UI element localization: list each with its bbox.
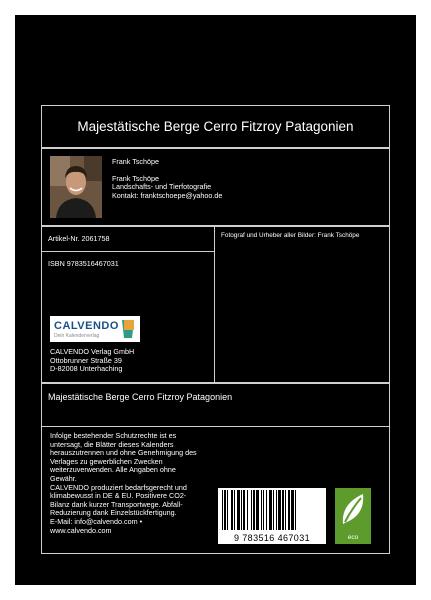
legal-line: Gewähr. <box>50 473 77 483</box>
barcode-bar <box>276 490 277 530</box>
legal-line: untersagt, die Blätter dieses Kalenders <box>50 439 174 449</box>
barcode-bar <box>273 490 274 530</box>
barcode-bar <box>266 490 267 530</box>
title-box <box>41 105 390 148</box>
isbn: ISBN 9783516467031 <box>48 259 119 268</box>
logo-wordmark: CALVENDO <box>54 320 119 332</box>
barcode-bar <box>227 490 228 530</box>
eco-badge <box>335 488 371 544</box>
calvendo-logo <box>50 316 140 342</box>
author-portrait-image <box>50 156 102 218</box>
barcode-bar <box>231 490 233 530</box>
barcode-bar <box>263 490 264 530</box>
legal-line: Reduzierung dank Einzelstückfertigung. <box>50 508 177 518</box>
author-photo <box>50 156 102 218</box>
barcode-bar <box>295 490 296 530</box>
author-name: Frank Tschöpe <box>112 157 160 166</box>
barcode-bar <box>237 490 240 530</box>
isbn-barcode <box>218 488 326 544</box>
author-name-repeat: Frank Tschöpe <box>112 173 160 183</box>
barcode-bar <box>253 490 255 530</box>
legal-line: www.calvendo.com <box>50 525 112 535</box>
address-line: CALVENDO Verlag GmbH <box>50 347 135 356</box>
barcode-bar <box>256 490 259 530</box>
calendar-title: Majestätische Berge Cerro Fitzroy Patagonien <box>77 119 354 134</box>
barcode-bar <box>285 490 286 530</box>
calvendo-flag-icon <box>120 318 136 340</box>
subtitle: Majestätische Berge Cerro Fitzroy Patagonien <box>48 392 233 402</box>
legal-line: weiterzuverwenden. Alle Angaben ohne <box>50 465 176 475</box>
barcode-bars <box>218 490 326 534</box>
barcode-bar <box>269 490 272 530</box>
logo-tagline: Dein Kalenderverlag <box>54 333 100 339</box>
barcode-bar <box>247 490 248 530</box>
legal-line: Bilanz dank kurzer Transportwege. Abfall- <box>50 499 183 509</box>
barcode-bar <box>241 490 242 530</box>
legal-line: Infolge bestehender Schutzrechte ist es <box>50 431 177 440</box>
barcode-bar <box>278 490 281 530</box>
barcode-bar <box>234 490 235 530</box>
barcode-bar <box>288 490 290 530</box>
legal-line: herauszutrennen und ohne Genehmigung des <box>50 448 197 458</box>
article-number: Artikel-Nr. 2061758 <box>48 234 110 243</box>
barcode-digits: 9 783516 467031 <box>233 533 311 543</box>
credits-box <box>214 226 390 383</box>
photo-credits: Fotograf und Urheber aller Bilder: Frank Tschöpe <box>221 232 360 239</box>
legal-line: klimabewusst in DE & EU. Positivere CO2- <box>50 491 187 501</box>
author-contact: Kontakt: franktschoepe@yahoo.de <box>112 190 223 200</box>
leaf-icon <box>335 488 371 530</box>
barcode-bar <box>243 490 245 530</box>
barcode-bar <box>261 490 262 530</box>
publisher-address <box>50 348 134 374</box>
subtitle-box <box>41 383 390 427</box>
author-role: Landschafts- und Tierfotografie <box>112 182 212 192</box>
barcode-bar <box>282 490 284 530</box>
author-details <box>112 158 382 200</box>
address-line: D-82008 Unterhaching <box>50 364 123 374</box>
barcode-bar <box>251 490 252 530</box>
article-number-box <box>41 226 215 252</box>
legal-line: E-Mail: info@calvendo.com • <box>50 516 143 526</box>
barcode-bar <box>224 490 226 530</box>
legal-line: CALVENDO produziert bedarfsgerecht und <box>50 482 187 492</box>
address-line: Ottobrunner Straße 39 <box>50 355 122 365</box>
barcode-bar <box>222 490 223 530</box>
legal-text <box>50 432 215 535</box>
barcode-bar <box>291 490 294 530</box>
eco-label: eco <box>347 534 359 541</box>
legal-line: Verlages zu gewerblichen Zwecken <box>50 456 163 466</box>
